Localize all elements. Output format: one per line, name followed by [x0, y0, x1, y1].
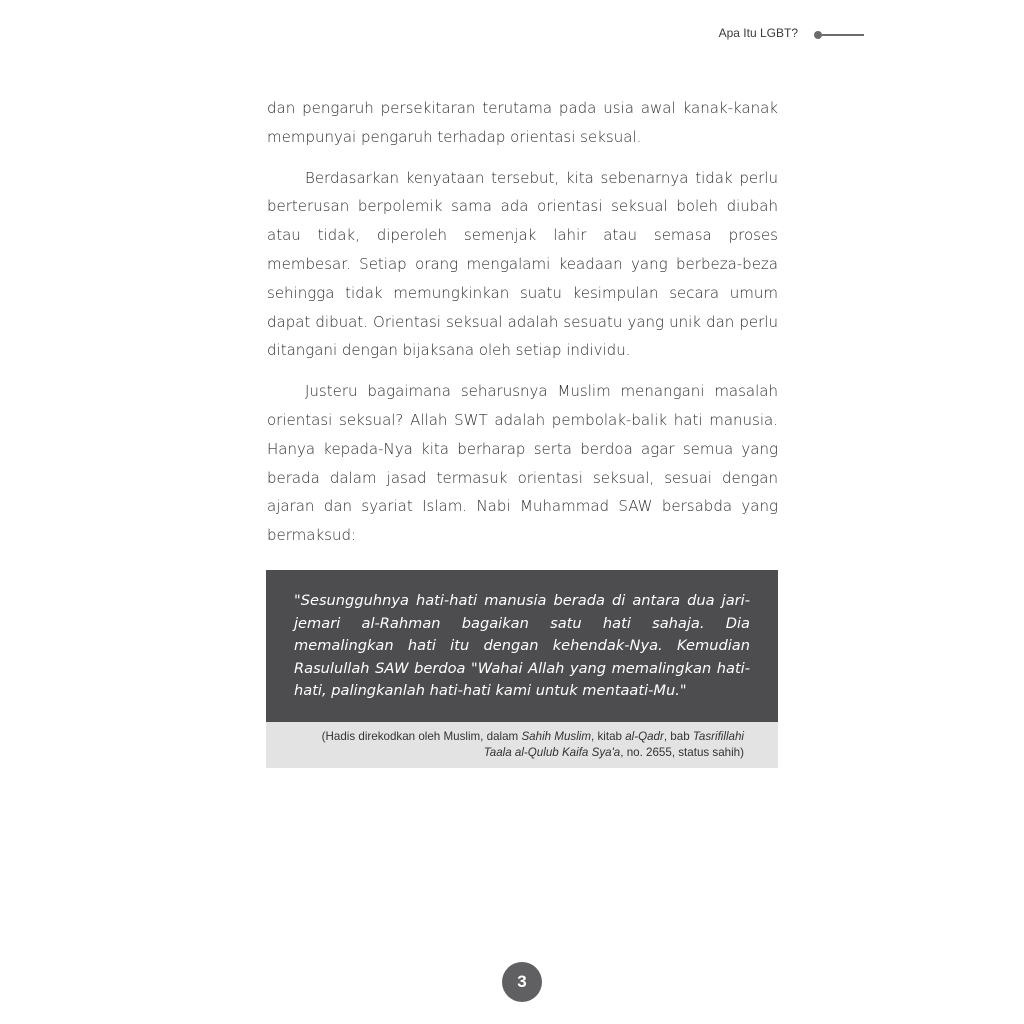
header-rule [822, 34, 864, 36]
body-text [267, 94, 778, 562]
citation-part-4: , no. 2655, status sahih) [620, 746, 744, 759]
running-header-title: Apa Itu LGBT? [718, 26, 798, 40]
citation-book: Sahih Muslim [521, 730, 592, 743]
citation-part-3: , bab [663, 730, 693, 743]
citation-part-1: (Hadis direkodkan oleh Muslim, dalam [321, 730, 522, 743]
citation-kitab: al-Qadr [625, 730, 664, 743]
paragraph-continuation: dan pengaruh persekitaran terutama pada usia awal kanak-kanak mempunyai pengaruh terhadap orientasi seksual. [267, 99, 778, 146]
citation-bab: Tasrifillahi Taala al-Qulub Kaifa Sya'a [483, 730, 744, 759]
page-number-badge: 3 [502, 962, 542, 1002]
header-dot [814, 31, 822, 39]
hadith-quote-box [266, 570, 778, 722]
header-bullet-line-icon [814, 31, 864, 39]
paragraph-muslim-approach: Justeru bagaimana seharusnya Muslim menangani masalah orientasi seksual? Allah SWT adalah pembolak-balik hati manusia. Hanya kepada-Nya kita berharap serta berdoa agar semua yang berada dalam jasad termasuk orientasi seksual, sesuai dengan ajaran dan syariat Islam. Nabi Muhammad SAW bersabda yang bermaksud: [267, 382, 778, 545]
paragraph-orientation: Berdasarkan kenyataan tersebut, kita sebenarnya tidak perlu berterusan berpolemik sama ada orientasi seksual boleh diubah atau tidak, diperoleh semenjak lahir atau semasa proses membesar. Setiap orang mengalami keadaan yang berbeza-beza sehingga tidak memungkinkan suatu kesimpulan secara umum dapat dibuat. Orientasi seksual adalah sesuatu yang unik dan perlu ditangani dengan bijaksana oleh setiap individu. [267, 168, 778, 360]
hadith-quote-text: "Sesungguhnya hati-hati manusia berada di antara dua jari-jemari al-Rahman bagaikan satu hati sahaja. Dia memalingkan hati itu dengan kehendak-Nya. Kemudian Rasulullah SAW berdoa "Wahai Allah yang memalingkan hati-hati, palingkanlah hati-hati kami untuk mentaati-Mu." [294, 592, 750, 699]
running-header [600, 26, 864, 44]
citation-text [314, 729, 744, 761]
citation-box [266, 722, 778, 768]
citation-part-2: , kitab [591, 730, 626, 743]
